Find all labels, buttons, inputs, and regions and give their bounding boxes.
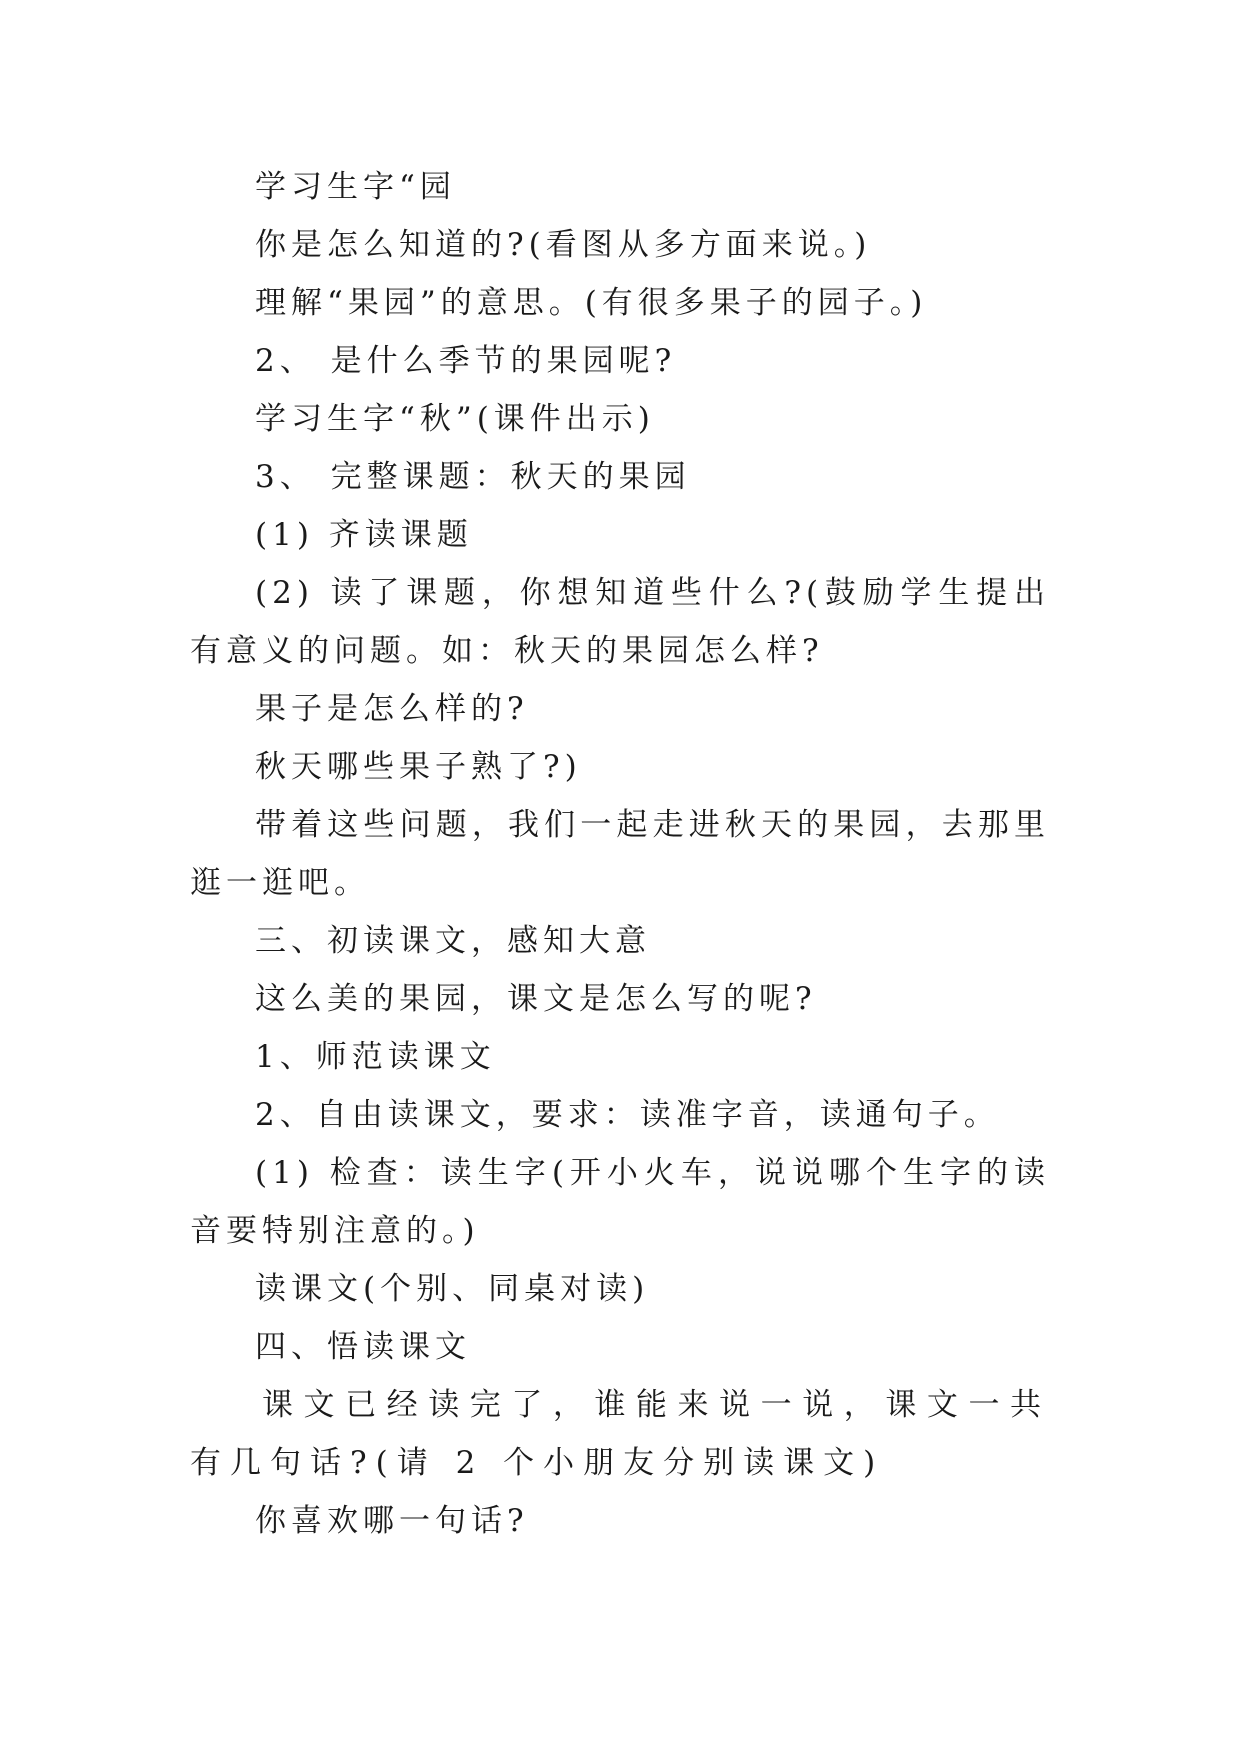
paragraph-8: (2) 读了课题，你想知道些什么?(鼓励学生提出有意义的问题。如：秋天的果园怎么样? [190, 575, 1050, 669]
paragraph-6: 3、 完整课题：秋天的果园 [255, 459, 691, 495]
paragraph-11: 带着这些问题，我们一起走进秋天的果园，去那里逛一逛吧。 [190, 807, 1050, 901]
paragraph-19: 课文已经读完了，谁能来说一说，课文一共有几句话?(请 2 个小朋友分别读课文) [190, 1387, 1050, 1481]
paragraph-15: 2、自由读课文，要求：读准字音，读通句子。 [255, 1097, 1000, 1133]
paragraph-14: 1、师范读课文 [255, 1039, 496, 1075]
paragraph-20: 你喜欢哪一句话? [255, 1503, 529, 1539]
paragraph-4: 2、 是什么季节的果园呢? [255, 343, 677, 379]
paragraph-17: 读课文(个别、同桌对读) [255, 1271, 650, 1307]
paragraph-10: 秋天哪些果子熟了?) [255, 749, 582, 785]
paragraph-2: 你是怎么知道的?(看图从多方面来说。) [255, 227, 872, 263]
paragraph-3: 理解“果园”的意思。(有很多果子的园子。) [255, 285, 928, 321]
paragraph-12: 三、初读课文，感知大意 [255, 923, 651, 959]
paragraph-18: 四、悟读课文 [255, 1329, 471, 1365]
paragraph-7: (1) 齐读课题 [255, 517, 473, 553]
document-body [190, 158, 1050, 1550]
paragraph-5: 学习生字“秋”(课件出示) [255, 401, 655, 437]
paragraph-1: 学习生字“园 [255, 169, 456, 205]
paragraph-13: 这么美的果园，课文是怎么写的呢? [255, 981, 817, 1017]
paragraph-16: (1) 检查：读生字(开小火车，说说哪个生字的读音要特别注意的。) [190, 1155, 1050, 1249]
paragraph-9: 果子是怎么样的? [255, 691, 529, 727]
